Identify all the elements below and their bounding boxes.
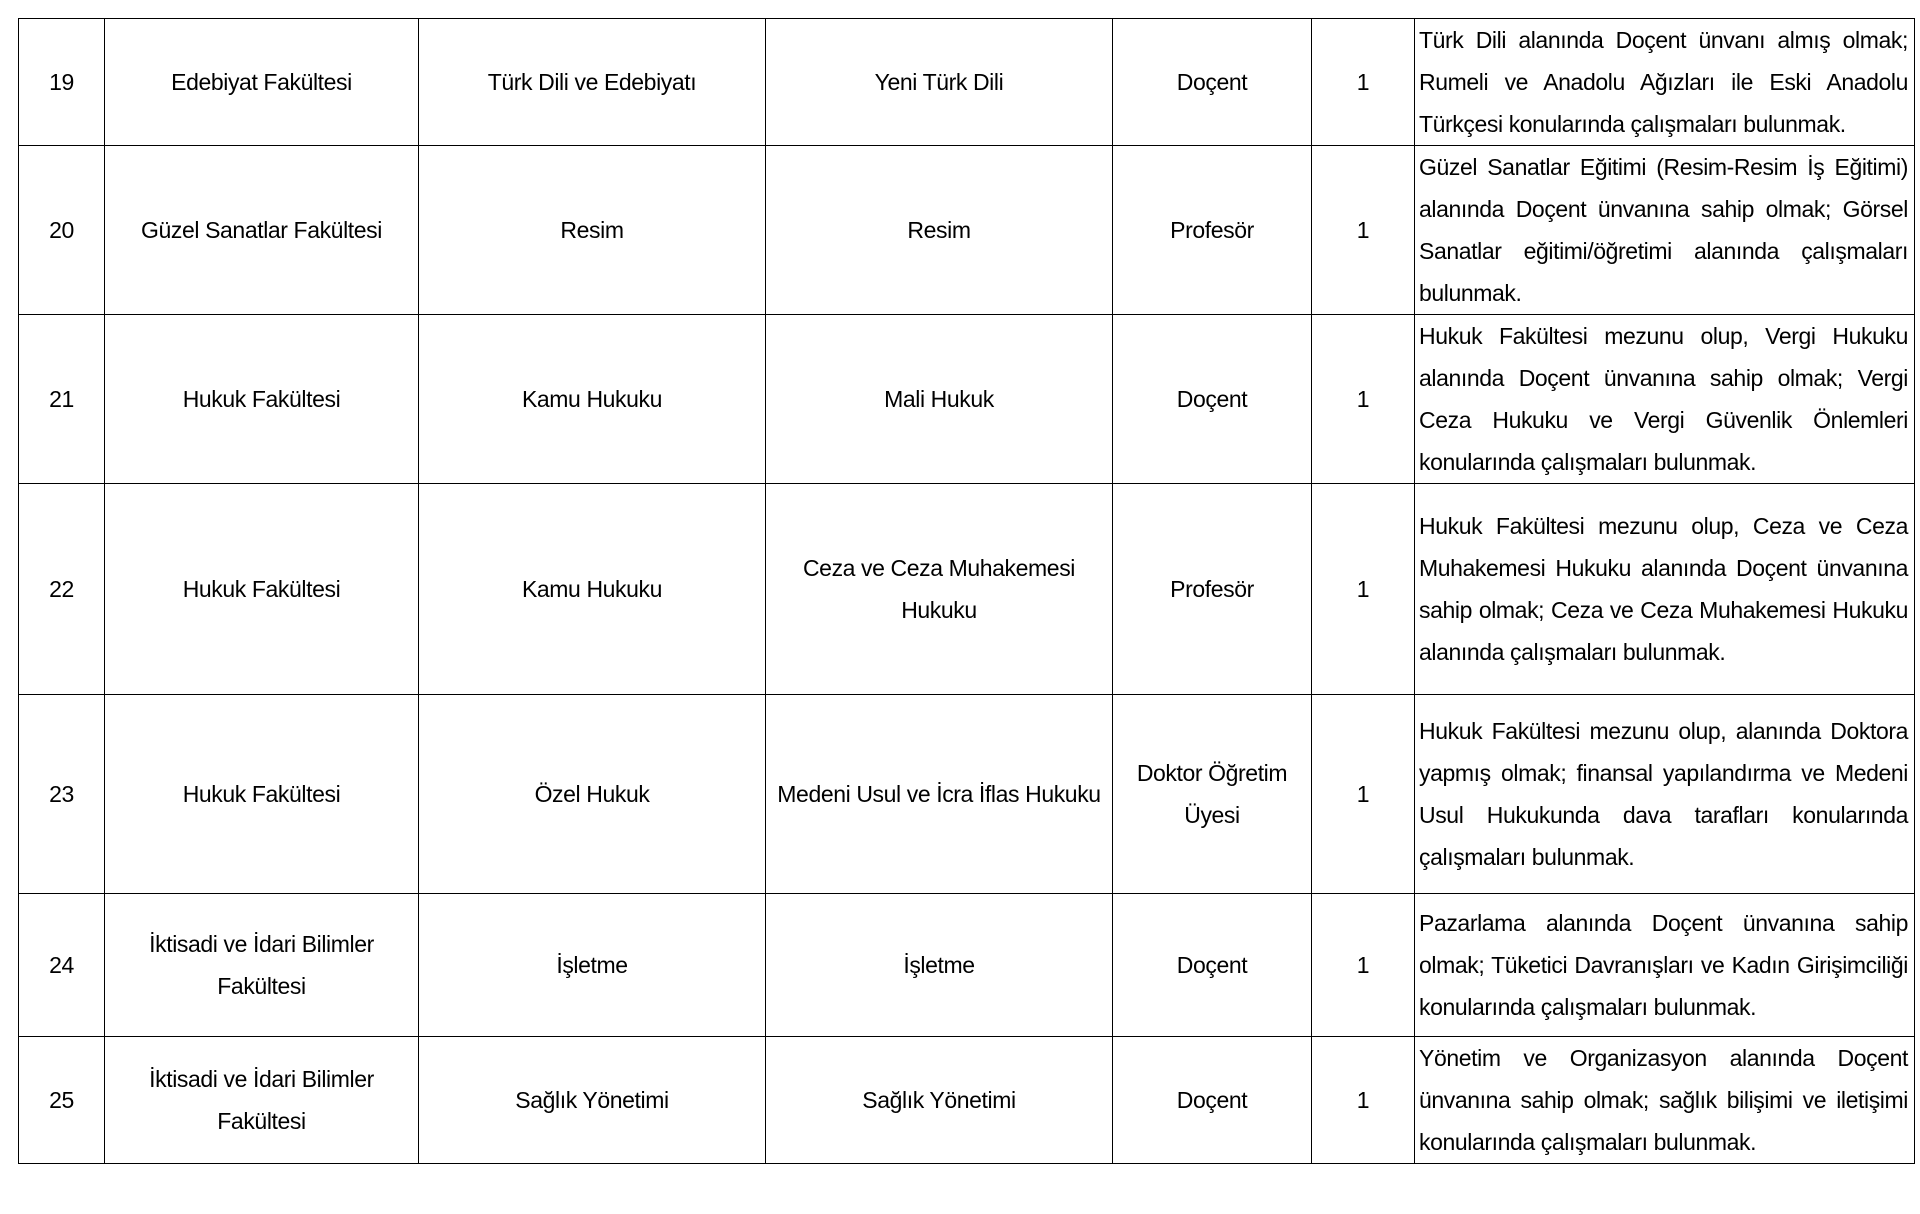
faculty-cell: Edebiyat Fakültesi bbox=[105, 19, 419, 146]
sub-department-cell: Medeni Usul ve İcra İflas Hukuku bbox=[766, 695, 1113, 894]
count-cell: 1 bbox=[1312, 146, 1415, 315]
requirement-text: Güzel Sanatlar Eğitimi (Resim-Resim İş Eğitimi) alanında Doçent ünvanına sahip olmak; Görsel Sanatlar eğitimi/öğretimi alanında çalışmaları bulunmak. bbox=[1419, 154, 1908, 306]
table-row bbox=[19, 1037, 1915, 1164]
row-number: 21 bbox=[19, 315, 105, 484]
title-cell: Doçent bbox=[1113, 1037, 1312, 1164]
table-row bbox=[19, 315, 1915, 484]
requirement-cell bbox=[1415, 894, 1915, 1037]
row-number: 20 bbox=[19, 146, 105, 315]
department-cell: İşletme bbox=[419, 894, 766, 1037]
count-cell: 1 bbox=[1312, 1037, 1415, 1164]
requirement-cell bbox=[1415, 1037, 1915, 1164]
requirement-text: Yönetim ve Organizasyon alanında Doçent ünvanına sahip olmak; sağlık bilişimi ve iletişimi konularında çalışmaları bulunmak. bbox=[1419, 1045, 1908, 1155]
title-cell: Profesör bbox=[1113, 484, 1312, 695]
table-row bbox=[19, 695, 1915, 894]
count-cell: 1 bbox=[1312, 695, 1415, 894]
department-cell: Sağlık Yönetimi bbox=[419, 1037, 766, 1164]
requirement-cell bbox=[1415, 146, 1915, 315]
faculty-cell: Güzel Sanatlar Fakültesi bbox=[105, 146, 419, 315]
sub-department-cell: Sağlık Yönetimi bbox=[766, 1037, 1113, 1164]
table-row bbox=[19, 146, 1915, 315]
row-number: 23 bbox=[19, 695, 105, 894]
positions-table bbox=[18, 18, 1915, 1164]
requirement-text: Pazarlama alanında Doçent ünvanına sahip olmak; Tüketici Davranışları ve Kadın Girişimciliği konularında çalışmaları bulunmak. bbox=[1419, 910, 1908, 1020]
faculty-cell: İktisadi ve İdari Bilimler Fakültesi bbox=[105, 1037, 419, 1164]
row-number: 19 bbox=[19, 19, 105, 146]
row-number: 25 bbox=[19, 1037, 105, 1164]
sub-department-cell: Ceza ve Ceza Muhakemesi Hukuku bbox=[766, 484, 1113, 695]
row-number: 24 bbox=[19, 894, 105, 1037]
title-cell: Doçent bbox=[1113, 19, 1312, 146]
title-cell: Doktor Öğretim Üyesi bbox=[1113, 695, 1312, 894]
faculty-cell: Hukuk Fakültesi bbox=[105, 695, 419, 894]
requirement-text: Türk Dili alanında Doçent ünvanı almış olmak; Rumeli ve Anadolu Ağızları ile Eski Anadolu Türkçesi konularında çalışmaları bulunmak. bbox=[1419, 27, 1908, 137]
row-number: 22 bbox=[19, 484, 105, 695]
count-cell: 1 bbox=[1312, 19, 1415, 146]
department-cell: Kamu Hukuku bbox=[419, 315, 766, 484]
requirement-text: Hukuk Fakültesi mezunu olup, Vergi Hukuku alanında Doçent ünvanına sahip olmak; Vergi Ceza Hukuku ve Vergi Güvenlik Önlemleri konularında çalışmaları bulunmak. bbox=[1419, 323, 1908, 475]
requirement-cell bbox=[1415, 484, 1915, 695]
requirement-text: Hukuk Fakültesi mezunu olup, Ceza ve Ceza Muhakemesi Hukuku alanında Doçent ünvanına sahip olmak; Ceza ve Ceza Muhakemesi Hukuku alanında çalışmaları bulunmak. bbox=[1419, 513, 1908, 665]
department-cell: Özel Hukuk bbox=[419, 695, 766, 894]
title-cell: Doçent bbox=[1113, 315, 1312, 484]
title-cell: Doçent bbox=[1113, 894, 1312, 1037]
sub-department-cell: İşletme bbox=[766, 894, 1113, 1037]
faculty-cell: Hukuk Fakültesi bbox=[105, 315, 419, 484]
sub-department-cell: Yeni Türk Dili bbox=[766, 19, 1113, 146]
requirement-text: Hukuk Fakültesi mezunu olup, alanında Doktora yapmış olmak; finansal yapılandırma ve Medeni Usul Hukukunda dava tarafları konularında çalışmaları bulunmak. bbox=[1419, 718, 1908, 870]
count-cell: 1 bbox=[1312, 484, 1415, 695]
table-row bbox=[19, 19, 1915, 146]
faculty-cell: Hukuk Fakültesi bbox=[105, 484, 419, 695]
sub-department-cell: Resim bbox=[766, 146, 1113, 315]
count-cell: 1 bbox=[1312, 315, 1415, 484]
table-row bbox=[19, 484, 1915, 695]
table-row bbox=[19, 894, 1915, 1037]
department-cell: Türk Dili ve Edebiyatı bbox=[419, 19, 766, 146]
requirement-cell bbox=[1415, 695, 1915, 894]
requirement-cell bbox=[1415, 19, 1915, 146]
title-cell: Profesör bbox=[1113, 146, 1312, 315]
sub-department-cell: Mali Hukuk bbox=[766, 315, 1113, 484]
department-cell: Resim bbox=[419, 146, 766, 315]
requirement-cell bbox=[1415, 315, 1915, 484]
count-cell: 1 bbox=[1312, 894, 1415, 1037]
department-cell: Kamu Hukuku bbox=[419, 484, 766, 695]
document-page bbox=[18, 18, 1914, 1164]
faculty-cell: İktisadi ve İdari Bilimler Fakültesi bbox=[105, 894, 419, 1037]
